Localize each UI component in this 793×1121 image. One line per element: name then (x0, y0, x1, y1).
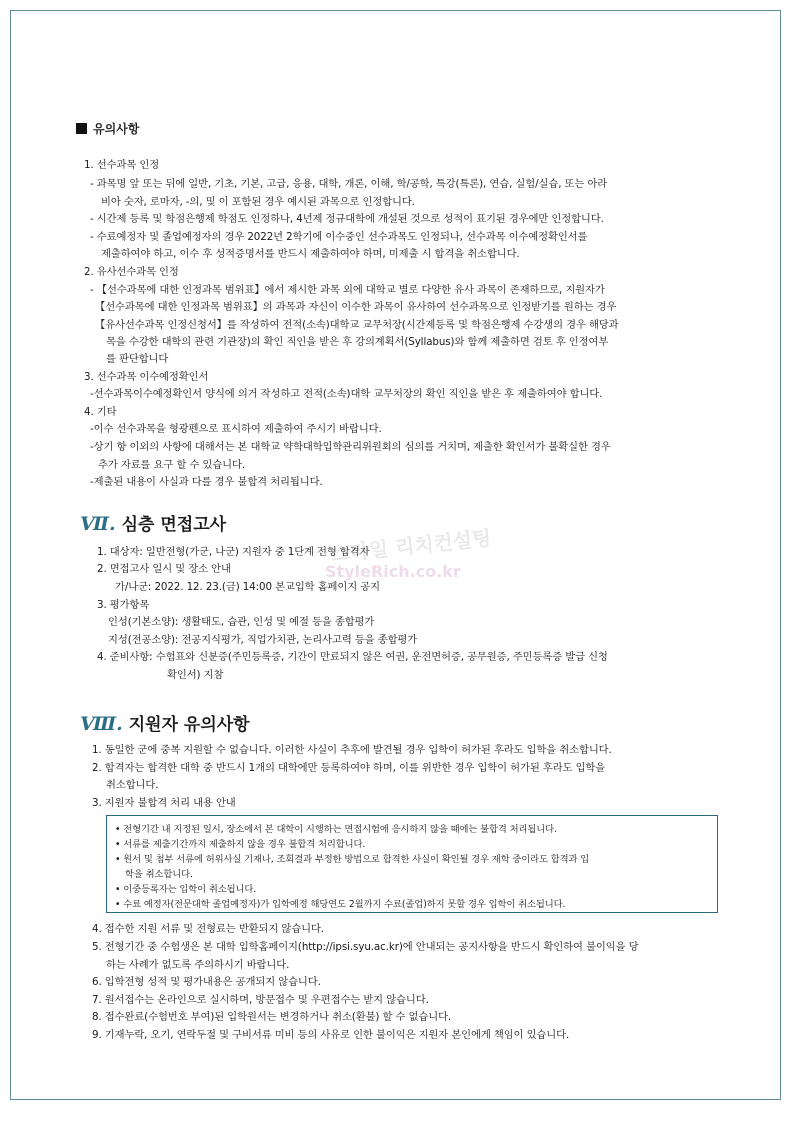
section-7-line: 가/나군: 2022. 12. 23.(금) 14:00 본교입학 홈페이지 공지 (115, 581, 380, 593)
note-line: 1. 선수과목 인정 (84, 159, 160, 171)
note-line: 4. 기타 (84, 406, 117, 418)
section-8-heading (80, 711, 250, 738)
disqualification-notice-box (106, 815, 718, 913)
note-line: 를 판단합니다 (106, 353, 169, 365)
note-line: 【선수과목에 대한 인정과목 범위표】의 과목과 자신이 이수한 과목이 유사하여 선수과목으로 인정받기를 원하는 경우 (95, 301, 617, 313)
note-line: 비아 숫자, 로마자, -의, 및 이 포함된 경우 예시된 과목으로 인정합니다. (101, 196, 415, 208)
section-8-title: 지원자 유의사항 (128, 715, 250, 735)
note-line: 추가 자료를 요구 할 수 있습니다. (98, 459, 246, 471)
section-7-title: 심층 면접고사 (121, 515, 227, 535)
section-8-line: 2. 합격자는 합격한 대학 중 반드시 1개의 대학에만 등록하여야 하며, 이를 위반한 경우 입학이 허가된 후라도 입학을 (92, 762, 606, 774)
section-8-line: 취소합니다. (106, 779, 159, 791)
section-7-line: 3. 평가항목 (97, 599, 150, 611)
section-7-line: 1. 대상자: 일반전형(가군, 나군) 지원자 중 1단계 전형 합격자 (97, 546, 370, 558)
note-line: 제출하여야 하고, 이수 후 성적증명서를 반드시 제출하여야 하며, 미제출 시 합격을 취소합니다. (101, 248, 520, 260)
notice-item: • 원서 및 첨부 서류에 허위사실 기재나, 조회결과 부정한 방법으로 합격한 사실이 확인될 경우 재학 중이라도 합격과 입 (115, 854, 590, 865)
section-8-line: 하는 사례가 없도록 주의하시기 바랍니다. (106, 959, 290, 971)
section-8-line: 9. 기재누락, 오기, 연락두절 및 구비서류 미비 등의 사유로 인한 불이익은 지원자 본인에게 책임이 있습니다. (92, 1029, 570, 1041)
section-8-line: 4. 접수한 지원 서류 및 전형료는 반환되지 않습니다. (92, 923, 324, 935)
note-line: - 과목명 앞 또는 뒤에 일반, 기초, 기본, 고급, 응용, 대학, 개론, 이해, 학/공학, 특강(특론), 연습, 실험/실습, 또는 아라 (90, 178, 608, 190)
notice-item: • 전형기간 내 지정된 일시, 장소에서 본 대학이 시행하는 면접시험에 응시하지 않을 때에는 불합격 처리됩니다. (115, 824, 557, 835)
notice-item: • 수료 예정자(전문대학 졸업예정자)가 입학예정 해당연도 2월까지 수료(졸업)하지 못할 경우 입학이 취소됩니다. (115, 899, 566, 910)
note-line: 3. 선수과목 이수예정확인서 (84, 371, 209, 383)
section-8-numeral: Ⅷ. (80, 713, 123, 735)
section-8-line: 6. 입학전형 성적 및 평가내용은 공개되지 않습니다. (92, 976, 321, 988)
note-line: - 【선수과목에 대한 인정과목 범위표】에서 제시한 과목 외에 대학교 별로 다양한 유사 과목이 존재하므로, 지원자가 (90, 284, 605, 296)
notes-heading-text: 유의사항 (93, 122, 140, 136)
section-7-heading (80, 511, 226, 538)
section-8-line: 3. 지원자 불합격 처리 내용 안내 (92, 797, 236, 809)
note-line: -선수과목이수예정확인서 양식에 의거 작성하고 전적(소속)대학 교무처장의 확인 직인을 받은 후 제출하여야 합니다. (90, 388, 603, 400)
section-7-numeral: Ⅶ. (80, 513, 116, 535)
section-7-line: 4. 준비사항: 수험표와 신분증(주민등록증, 기간이 만료되지 않은 여권, 운전면허증, 공무원증, 주민등록증 발급 신청 (97, 651, 608, 663)
note-line: - 수료예정자 및 졸업예정자의 경우 2022년 2학기에 이수중인 선수과목도 인정되나, 선수과목 이수예정확인서를 (90, 231, 588, 243)
section-8-line: 7. 원서접수는 온라인으로 실시하며, 방문접수 및 우편접수는 받지 않습니다. (92, 994, 429, 1006)
notice-item: • 서류를 제출기간까지 제출하지 않을 경우 불합격 처리합니다. (115, 839, 366, 850)
square-bullet-icon (76, 123, 87, 134)
section-8-line: 8. 접수완료(수험번호 부여)된 입학원서는 변경하거나 취소(환불) 할 수 없습니다. (92, 1011, 452, 1023)
note-line: 【유사선수과목 인정신청서】를 작성하여 전적(소속)대학교 교무처장(시간제등록 및 학점은행제 수강생의 경우 해당과 (95, 319, 619, 331)
notes-heading (76, 120, 139, 138)
section-8-line: 1. 동일한 군에 중복 지원할 수 없습니다. 이러한 사실이 추후에 발견될 경우 입학이 허가된 후라도 입학을 취소합니다. (92, 744, 612, 756)
notice-item: 학을 취소합니다. (125, 869, 193, 880)
section-8-line: 5. 전형기간 중 수험생은 본 대학 입학홈페이지(http://ipsi.syu.ac.kr)에 안내되는 공지사항을 반드시 확인하여 불이익을 당 (92, 941, 639, 953)
watermark-text: 스타일 리치컨설팅 (329, 525, 493, 567)
note-line: -상기 항 이외의 사항에 대해서는 본 대학교 약학대학입학관리위원회의 심의를 거치며, 제출한 확인서가 불확실한 경우 (90, 441, 611, 453)
note-line: -이수 선수과목을 형광펜으로 표시하여 제출하여 주시기 바랍니다. (90, 423, 382, 435)
section-7-line: 지성(전공소양): 전공지식평가, 직업가치관, 논리사고력 등을 종합평가 (108, 634, 418, 646)
section-7-line: 2. 면접고사 일시 및 장소 안내 (97, 563, 231, 575)
note-line: 2. 유사선수과목 인정 (84, 266, 179, 278)
watermark-url: StyleRich.co.kr (325, 562, 461, 581)
note-line: -제출된 내용이 사실과 다를 경우 불합격 처리됩니다. (90, 476, 323, 488)
note-line: - 시간제 등록 및 학점은행제 학점도 인정하나, 4년제 정규대학에 개설된 것으로 성적이 표기된 경우에만 인정합니다. (90, 213, 604, 225)
section-7-line: 확인서) 지참 (167, 669, 224, 681)
section-7-line: 인성(기본소양): 생활태도, 습관, 인성 및 예절 등을 종합평가 (108, 616, 375, 628)
note-line: 목을 수강한 대학의 관련 기관장)의 확인 직인을 받은 후 강의계획서(Syllabus)와 함께 제출하면 검토 후 인정여부 (106, 336, 609, 348)
notice-item: • 이중등록자는 입학이 취소됩니다. (115, 884, 257, 895)
